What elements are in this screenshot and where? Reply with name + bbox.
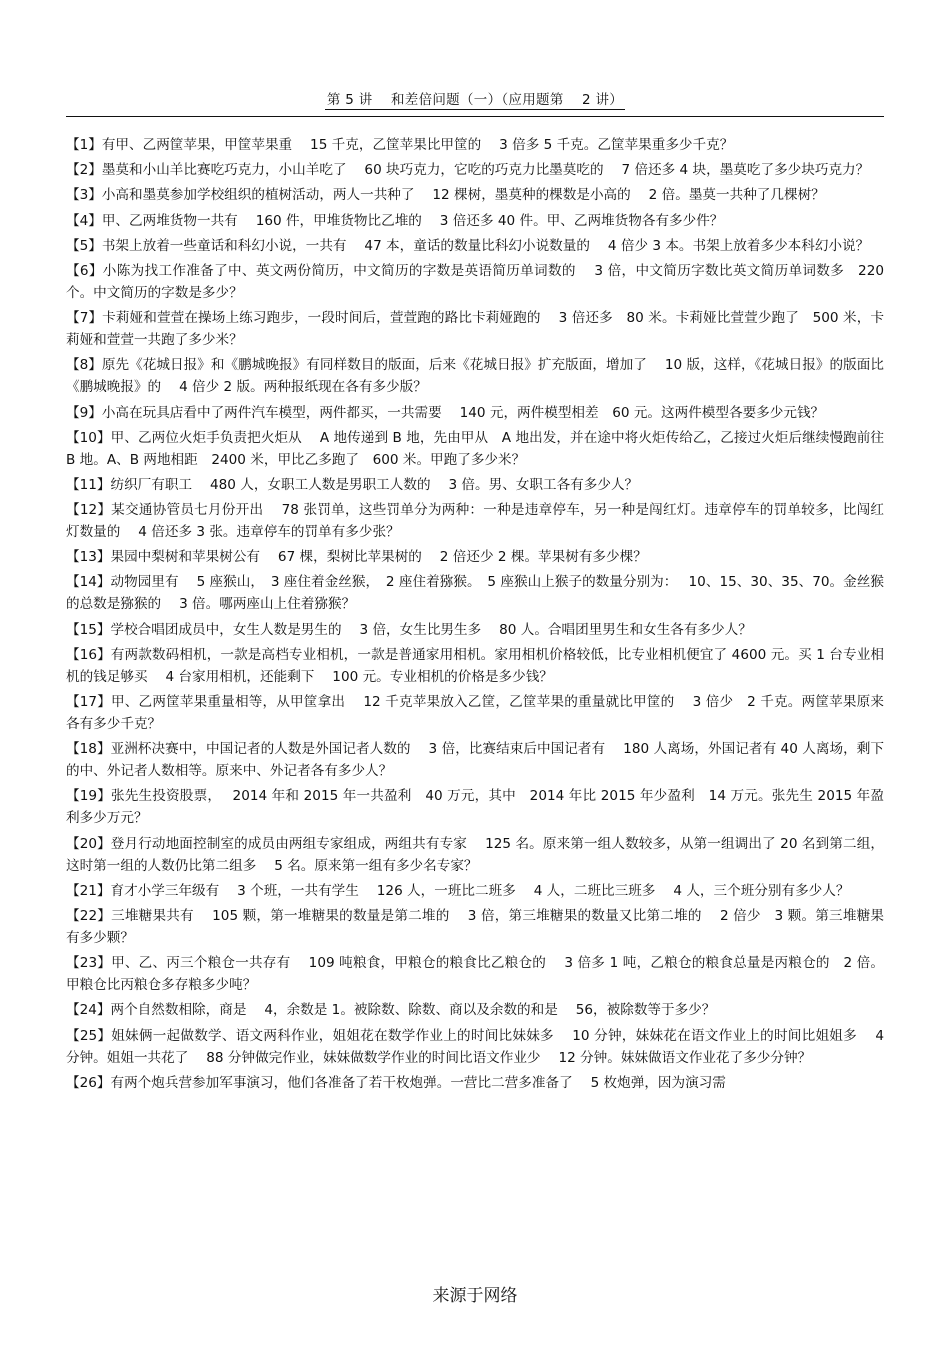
problem-5: 【5】书架上放着一些童话和科幻小说，一共有 47 本，童话的数量比科幻小说数量的 4 倍少 3 本。书架上放着多少本科幻小说？	[66, 237, 870, 254]
problem-2: 【2】墨莫和小山羊比赛吃巧克力，小山羊吃了 60 块巧克力，它吃的巧克力比墨莫吃的 7 倍还多 4 块，墨莫吃了多少块巧克力？	[66, 162, 870, 179]
problem-18: 【18】亚洲杯决赛中，中国记者的人数是外国记者人数的 3 倍，比赛结束后中国记者有 180 人离场，外国记者有 40 人离场，剩下的中、外记者人数相等。原来中、外记者各有多少人？	[66, 741, 884, 780]
problem-19: 【19】张先生投资股票， 2014 年和 2015 年一共盈利 40 万元，其中 2014 年比 2015 年少盈利 14 万元。张先生 2015 年盈利多少万元？	[66, 788, 884, 827]
problem-1: 【1】有甲、乙两筐苹果，甲筐苹果重 15 千克，乙筐苹果比甲筐的 3 倍多 5 千克。乙筐苹果重多少千克？	[66, 137, 734, 153]
header-rule	[66, 116, 884, 117]
problem-9: 【9】小高在玩具店看中了两件汽车模型，两件都买，一共需要 140 元，两件模型相差 60 元。这两件模型各要多少元钱？	[66, 404, 825, 421]
problem-20: 【20】登月行动地面控制室的成员由两组专家组成，两组共有专家 125 名。原来第一组人数较多，从第一组调出了 20 名到第二组，这时第一组的人数仍比第二组多 5 名。原来第一组有多少名专家？	[66, 835, 884, 874]
problem-11: 【11】纺织厂有职工 480 人，女职工人数是男职工人数的 3 倍。男、女职工各有多少人？	[66, 476, 639, 493]
problem-3: 【3】小高和墨莫参加学校组织的植树活动，两人一共种了 12 棵树，墨莫种的棵数是小高的 2 倍。墨莫一共种了几棵树？	[66, 187, 825, 204]
problem-14: 【14】动物园里有 5 座猴山， 3 座住着金丝猴， 2 座住着猕猴。 5 座猴山上猴子的数量分别为： 10、15、30、35、70。金丝猴的总数是猕猴的 3 倍。哪两座山上住着猕猴？	[66, 574, 884, 613]
problem-7: 【7】卡莉娅和萱萱在操场上练习跑步，一段时间后，萱萱跑的路比卡莉娅跑的 3 倍还多 80 米。卡莉娅比萱萱少跑了 500 米，卡莉娅和萱萱一共跑了多少米？	[66, 310, 884, 349]
problem-8: 【8】原先《花城日报》和《鹏城晚报》有同样数目的版面，后来《花城日报》扩充版面，增加了 10 版，这样，《花城日报》的版面比《鹏城晚报》的 4 倍少 2 版。两种报纸现在各有多少版？	[66, 357, 884, 396]
problem-10: 【10】甲、乙两位火炬手负责把火炬从 A 地传递到 B 地，先由甲从 A 地出发，并在途中将火炬传给乙，乙接过火炬后继续慢跑前往 B 地。A、B 两地相距 2400 米，甲比乙多跑了 600 米。甲跑了多少米？	[66, 429, 902, 468]
problem-13: 【13】果园中梨树和苹果树公有 67 棵，梨树比苹果树的 2 倍还少 2 棵。苹果树有多少棵？	[66, 549, 647, 566]
problem-17: 【17】甲、乙两筐苹果重量相等，从甲筐拿出 12 千克苹果放入乙筐，乙筐苹果的重量就比甲筐的 3 倍少 2 千克。两筐苹果原来各有多少千克？	[66, 694, 884, 732]
problem-21: 【21】育才小学三年级有 3 个班，一共有学生 126 人，一班比二班多 4 人，二班比三班多 4 人，三个班分别有多少人？	[66, 882, 850, 899]
problem-23: 【23】甲、乙、丙三个粮仓一共存有 109 吨粮食，甲粮仓的粮食比乙粮仓的 3 倍多 1 吨，乙粮仓的粮食总量是丙粮仓的 2 倍。甲粮仓比丙粮仓多存粮多少吨？	[66, 955, 884, 994]
problem-16: 【16】有两款数码相机，一款是高档专业相机，一款是普通家用相机。家用相机价格较低，比专业相机便宜了 4600 元。买 1 台专业相机的钱足够买 4 台家用相机，还能剩下 100 元。专业相机的价格是多少钱？	[66, 646, 884, 685]
problem-25: 【25】姐妹俩一起做数学、语文两科作业，姐姐花在数学作业上的时间比妹妹多 10 分钟，妹妹花在语文作业上的时间比姐姐多 4 分钟。姐姐一共花了 88 分钟做完作业，妹妹做数学作业的时间比语文作业少 12 分钟。妹妹做语文作业花了多少分钟？	[66, 1027, 884, 1066]
problem-24: 【24】两个自然数相除，商是 4，余数是 1。被除数、除数、商以及余数的和是 56，被除数等于多少？	[66, 1002, 716, 1019]
page-footer: 来源于网络	[432, 1286, 518, 1306]
problem-list	[66, 134, 902, 1097]
problem-4: 【4】甲、乙两堆货物一共有 160 件，甲堆货物比乙堆的 3 倍还多 40 件。甲、乙两堆货物各有多少件？	[66, 212, 724, 229]
problem-12: 【12】某交通协管员七月份开出 78 张罚单，这些罚单分为两种：一种是违章停车，另一种是闯红灯。违章停车的罚单较多，比闯红灯数量的 4 倍还多 3 张。违章停车的罚单有多少张？	[66, 502, 884, 541]
lecture-title: 第 5 讲 和差倍问题（一）（应用题第 2 讲）	[325, 88, 625, 110]
problem-15: 【15】学校合唱团成员中，女生人数是男生的 3 倍，女生比男生多 80 人。合唱团里男生和女生各有多少人？	[66, 621, 752, 638]
problem-26: 【26】有两个炮兵营参加军事演习，他们各准备了若干枚炮弹。一营比二营多准备了 5 枚炮弹，因为演习需	[66, 1074, 726, 1091]
page-header	[0, 88, 950, 110]
problem-22: 【22】三堆糖果共有 105 颗，第一堆糖果的数量是第二堆的 3 倍，第三堆糖果的数量又比第二堆的 2 倍少 3 颗。第三堆糖果有多少颗？	[66, 907, 884, 946]
problem-6: 【6】小陈为找工作准备了中、英文两份简历，中文简历的字数是英语简历单词数的 3 倍，中文简历字数比英文简历单词数多 220 个。中文简历的字数是多少？	[66, 262, 884, 301]
